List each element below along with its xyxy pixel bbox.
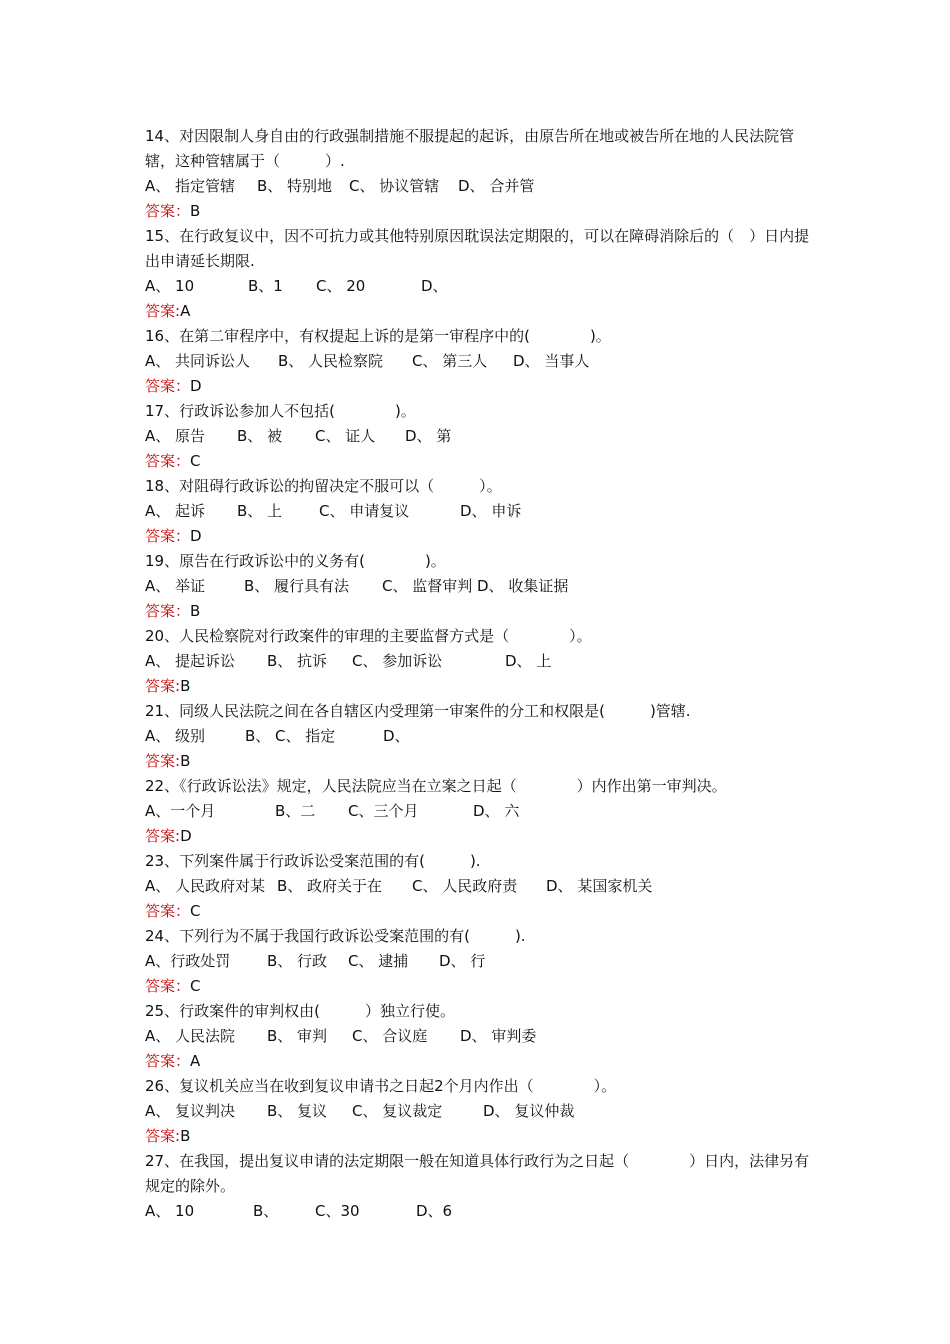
question-22 <box>145 774 810 849</box>
question-26 <box>145 1074 810 1149</box>
options-row <box>145 424 810 449</box>
answer-label: 答案： <box>145 1052 191 1070</box>
options-row <box>145 574 810 599</box>
answer-label: 答案: <box>145 1127 181 1145</box>
answer-line <box>145 599 810 624</box>
option-d: D、 某国家机关 <box>546 877 653 895</box>
answer-line <box>145 1049 810 1074</box>
answer-value: D <box>190 377 202 395</box>
option-c: C、30 <box>315 1202 360 1220</box>
answer-value: A <box>180 302 191 320</box>
option-a: A、 共同诉讼人 <box>145 352 251 370</box>
options-row <box>145 349 810 374</box>
question-text: 23、下列案件属于行政诉讼受案范围的有( ). <box>145 852 481 870</box>
question-19 <box>145 549 810 624</box>
answer-value: C <box>190 977 201 995</box>
question-text: 22、《行政诉讼法》规定，人民法院应当在立案之日起（ ）内作出第一审判决。 <box>145 777 727 795</box>
option-b: B、1 <box>248 277 283 295</box>
answer-line <box>145 674 810 699</box>
option-d: D、 合并管 <box>458 177 535 195</box>
option-b: B、 履行具有法 <box>244 577 350 595</box>
answer-value: A <box>190 1052 201 1070</box>
option-c: C、三个月 <box>348 802 419 820</box>
answer-line <box>145 899 810 924</box>
options-row <box>145 1099 810 1124</box>
options-row <box>145 649 810 674</box>
option-b: B、 人民检察院 <box>278 352 384 370</box>
answer-label: 答案： <box>145 527 191 545</box>
question-text: 26、复议机关应当在收到复议申请书之日起2个月内作出（ ）。 <box>145 1077 617 1095</box>
answer-line <box>145 749 810 774</box>
option-a: A、一个月 <box>145 802 216 820</box>
option-b: B、 政府关于在 <box>277 877 383 895</box>
option-a: A、 提起诉讼 <box>145 652 236 670</box>
options-row <box>145 499 810 524</box>
option-a: A、 10 <box>145 1202 195 1220</box>
option-a: A、 人民政府对某 <box>145 877 266 895</box>
question-21 <box>145 699 810 774</box>
option-b: B、 被 <box>237 427 283 445</box>
option-b: B、 <box>253 1202 279 1220</box>
answer-label: 答案： <box>145 902 191 920</box>
option-d: D、 收集证据 <box>477 577 569 595</box>
answer-line <box>145 199 810 224</box>
answer-line <box>145 524 810 549</box>
answer-value: C <box>190 902 201 920</box>
options-row <box>145 1199 810 1224</box>
answer-value: B <box>180 752 191 770</box>
question-14 <box>145 124 810 224</box>
question-text: 25、行政案件的审判权由( ）独立行使。 <box>145 1002 455 1020</box>
option-c: C、 协议管辖 <box>349 177 440 195</box>
options-row <box>145 799 810 824</box>
option-c: C、 证人 <box>315 427 376 445</box>
option-c: C、 第三人 <box>412 352 488 370</box>
answer-line <box>145 1124 810 1149</box>
answer-value: C <box>190 452 201 470</box>
question-text: 19、原告在行政诉讼中的义务有( )。 <box>145 552 446 570</box>
option-a: A、 原告 <box>145 427 206 445</box>
options-row <box>145 724 810 749</box>
option-d: D、 上 <box>505 652 552 670</box>
answer-line <box>145 449 810 474</box>
option-c: C、 逮捕 <box>348 952 409 970</box>
question-text: 18、对阻碍行政诉讼的拘留决定不服可以（ ）。 <box>145 477 502 495</box>
option-b: B、 行政 <box>267 952 328 970</box>
question-text: 15、在行政复议中，因不可抗力或其他特别原因耽误法定期限的，可以在障碍消除后的（ ）日内提出申请延长期限. <box>145 227 810 270</box>
option-a: A、 举证 <box>145 577 206 595</box>
option-b: B、 特别地 <box>257 177 333 195</box>
answer-line <box>145 299 810 324</box>
answer-line <box>145 824 810 849</box>
answer-label: 答案： <box>145 202 191 220</box>
answer-label: 答案： <box>145 977 191 995</box>
option-a: A、 级别 <box>145 727 206 745</box>
option-c: C、 监督审判 <box>382 577 473 595</box>
answer-line <box>145 974 810 999</box>
question-24 <box>145 924 810 999</box>
answer-label: 答案: <box>145 827 181 845</box>
question-15 <box>145 224 810 324</box>
option-a: A、 指定管辖 <box>145 177 236 195</box>
question-text: 16、在第二审程序中，有权提起上诉的是第一审程序中的( )。 <box>145 327 611 345</box>
option-a: A、 起诉 <box>145 502 206 520</box>
question-16 <box>145 324 810 399</box>
option-c: C、 人民政府责 <box>412 877 518 895</box>
answer-value: B <box>180 1127 191 1145</box>
document-page <box>145 124 810 1224</box>
option-d: D、 行 <box>439 952 486 970</box>
option-a: A、 10 <box>145 277 195 295</box>
option-c: C、 20 <box>316 277 366 295</box>
options-row <box>145 174 810 199</box>
option-d: D、 六 <box>473 802 520 820</box>
question-23 <box>145 849 810 924</box>
option-d: D、 <box>383 727 410 745</box>
question-text: 14、对因限制人身自由的行政强制措施不服提起的起诉，由原告所在地或被告所在地的人民法院管辖，这种管辖属于（ ）. <box>145 127 795 170</box>
option-d: D、 第 <box>405 427 452 445</box>
question-25 <box>145 999 810 1074</box>
question-text: 24、下列行为不属于我国行政诉讼受案范围的有( ). <box>145 927 526 945</box>
option-b: B、 上 <box>237 502 283 520</box>
answer-label: 答案: <box>145 302 181 320</box>
question-27 <box>145 1149 810 1224</box>
option-a: A、 人民法院 <box>145 1027 236 1045</box>
option-c: C、 申请复议 <box>319 502 410 520</box>
option-d: D、 复议仲裁 <box>483 1102 575 1120</box>
option-b: B、二 <box>275 802 316 820</box>
answer-label: 答案: <box>145 677 181 695</box>
option-d: D、6 <box>416 1202 453 1220</box>
answer-value: B <box>180 677 191 695</box>
answer-label: 答案： <box>145 377 191 395</box>
question-17 <box>145 399 810 474</box>
option-c: C、 合议庭 <box>352 1027 428 1045</box>
answer-value: D <box>190 527 202 545</box>
answer-value: D <box>180 827 192 845</box>
option-a: A、 复议判决 <box>145 1102 236 1120</box>
options-row <box>145 1024 810 1049</box>
option-c: C、 复议裁定 <box>352 1102 443 1120</box>
options-row <box>145 274 810 299</box>
answer-value: B <box>190 202 201 220</box>
question-18 <box>145 474 810 549</box>
option-c: C、 参加诉讼 <box>352 652 443 670</box>
options-row <box>145 874 810 899</box>
option-b: B、 审判 <box>267 1027 328 1045</box>
option-d: D、 <box>421 277 448 295</box>
answer-value: B <box>190 602 201 620</box>
option-d: D、 审判委 <box>460 1027 537 1045</box>
answer-label: 答案： <box>145 452 191 470</box>
option-d: D、 申诉 <box>460 502 522 520</box>
option-b: B、 C、 指定 <box>245 727 336 745</box>
option-b: B、 复议 <box>267 1102 328 1120</box>
option-b: B、 抗诉 <box>267 652 328 670</box>
options-row <box>145 949 810 974</box>
answer-label: 答案： <box>145 602 191 620</box>
question-text: 21、同级人民法院之间在各自辖区内受理第一审案件的分工和权限是( )管辖. <box>145 702 691 720</box>
answer-label: 答案: <box>145 752 181 770</box>
question-text: 20、人民检察院对行政案件的审理的主要监督方式是（ ）。 <box>145 627 592 645</box>
option-a: A、行政处罚 <box>145 952 231 970</box>
question-text: 17、行政诉讼参加人不包括( )。 <box>145 402 416 420</box>
question-text: 27、在我国，提出复议申请的法定期限一般在知道具体行政行为之日起（ ）日内，法律另有规定的除外。 <box>145 1152 810 1195</box>
answer-line <box>145 374 810 399</box>
option-d: D、 当事人 <box>513 352 590 370</box>
question-20 <box>145 624 810 699</box>
